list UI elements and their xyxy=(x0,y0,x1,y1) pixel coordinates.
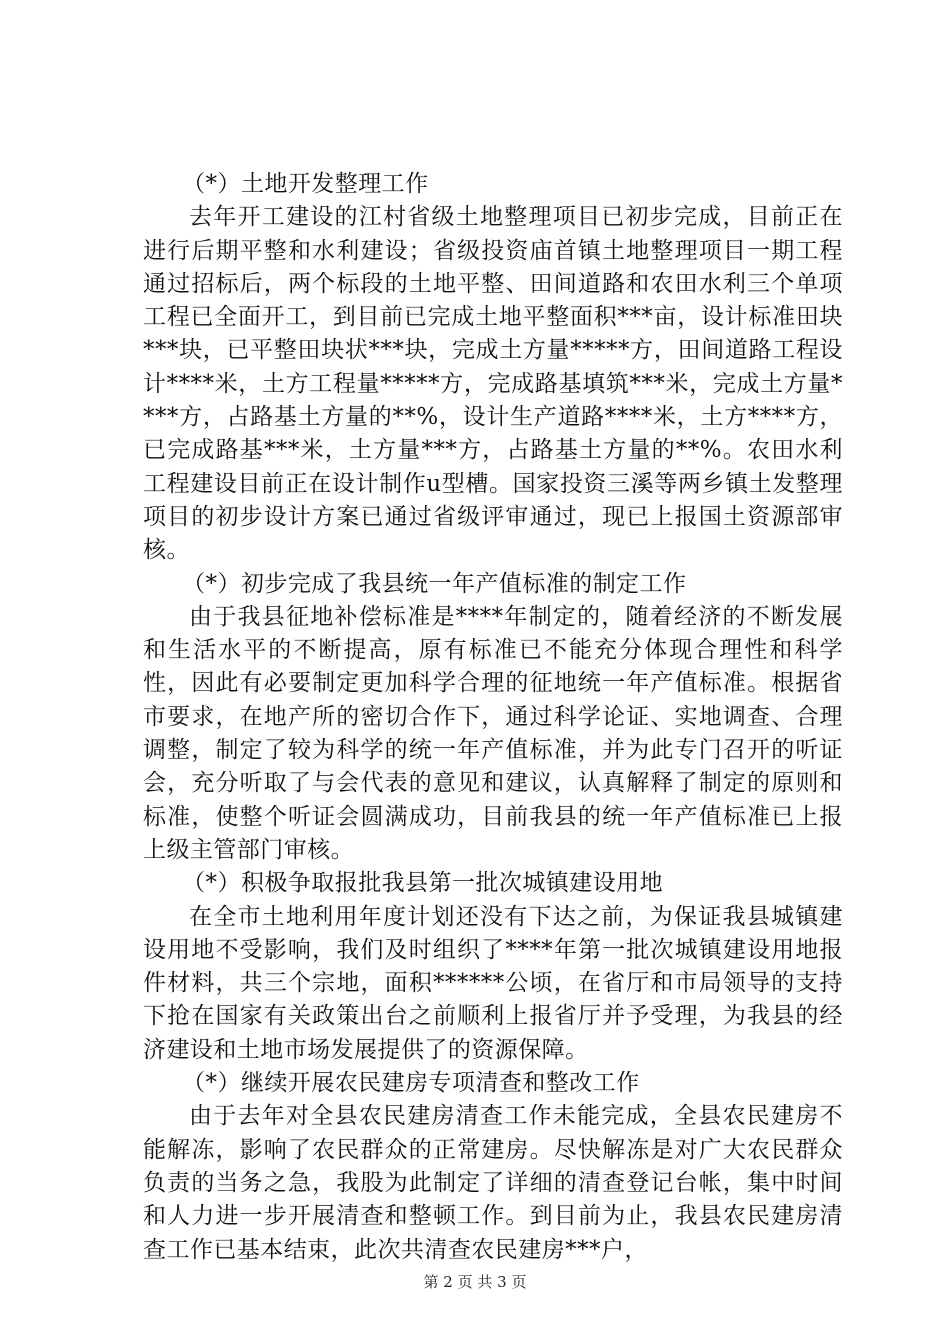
section-heading-urban-construction-land: （*）积极争取报批我县第一批次城镇建设用地 xyxy=(182,870,664,897)
paragraph-urban-construction-land: 在全市土地利用年度计划还没有下达之前，为保证我县城镇建设用地不受影响，我们及时组织了****年第一批次城镇建设用地报件材料，共三个宗地，面积******公顷，在省厅和市局领导的支持下抢在国家有关政策出台之前顺利上报省厅并予受理，为我县的经济建设和土地市场发展提供了的资源保障。 xyxy=(143,903,843,1063)
paragraph-land-development: 去年开工建设的江村省级土地整理项目已初步完成，目前正在进行后期平整和水利建设；省级投资庙首镇土地整理项目一期工程通过招标后，两个标段的土地平整、田间道路和农田水利三个单项工程已全面开工，到目前已完成土地平整面积***亩，设计标准田块***块，已平整田块状***块，完成土方量*****方，田间道路工程设计****米，土方工程量*****方，完成路基填筑***米，完成土方量****方，占路基土方量的**%，设计生产道路****米，土方****方，已完成路基***米，土方量***方，占路基土方量的**%。农田水利工程建设目前正在设计制作u型槽。国家投资三溪等两乡镇土发整理项目的初步设计方案已通过省级评审通过，现已上报国土资源部审核。 xyxy=(143,204,843,564)
section-heading-annual-output-standard: （*）初步完成了我县统一年产值标准的制定工作 xyxy=(182,570,687,597)
page-footer: 第 2 页 共 3 页 xyxy=(423,1273,527,1291)
section-heading-land-development: （*）土地开发整理工作 xyxy=(182,171,429,197)
paragraph-annual-output-standard: 由于我县征地补偿标准是****年制定的，随着经济的不断发展和生活水平的不断提高，原有标准已不能充分体现合理性和科学性，因此有必要制定更加科学合理的征地统一年产值标准。根据省市要求，在地产所的密切合作下，通过科学论证、实地调查、合理调整，制定了较为科学的统一年产值标准，并为此专门召开的听证会，充分听取了与会代表的意见和建议，认真解释了制定的原则和标准，使整个听证会圆满成功，目前我县的统一年产值标准已上报上级主管部门审核。 xyxy=(143,603,843,863)
paragraph-farmer-housing-inspection: 由于去年对全县农民建房清查工作未能完成，全县农民建房不能解冻，影响了农民群众的正常建房。尽快解冻是对广大农民群众负责的当务之急，我股为此制定了详细的清查登记台帐，集中时间和人力进一步开展清查和整顿工作。到目前为止，我县农民建房清查工作已基本结束，此次共清查农民建房***户， xyxy=(143,1103,843,1263)
document-body xyxy=(143,168,843,1267)
section-heading-farmer-housing-inspection: （*）继续开展农民建房专项清查和整改工作 xyxy=(182,1070,640,1097)
